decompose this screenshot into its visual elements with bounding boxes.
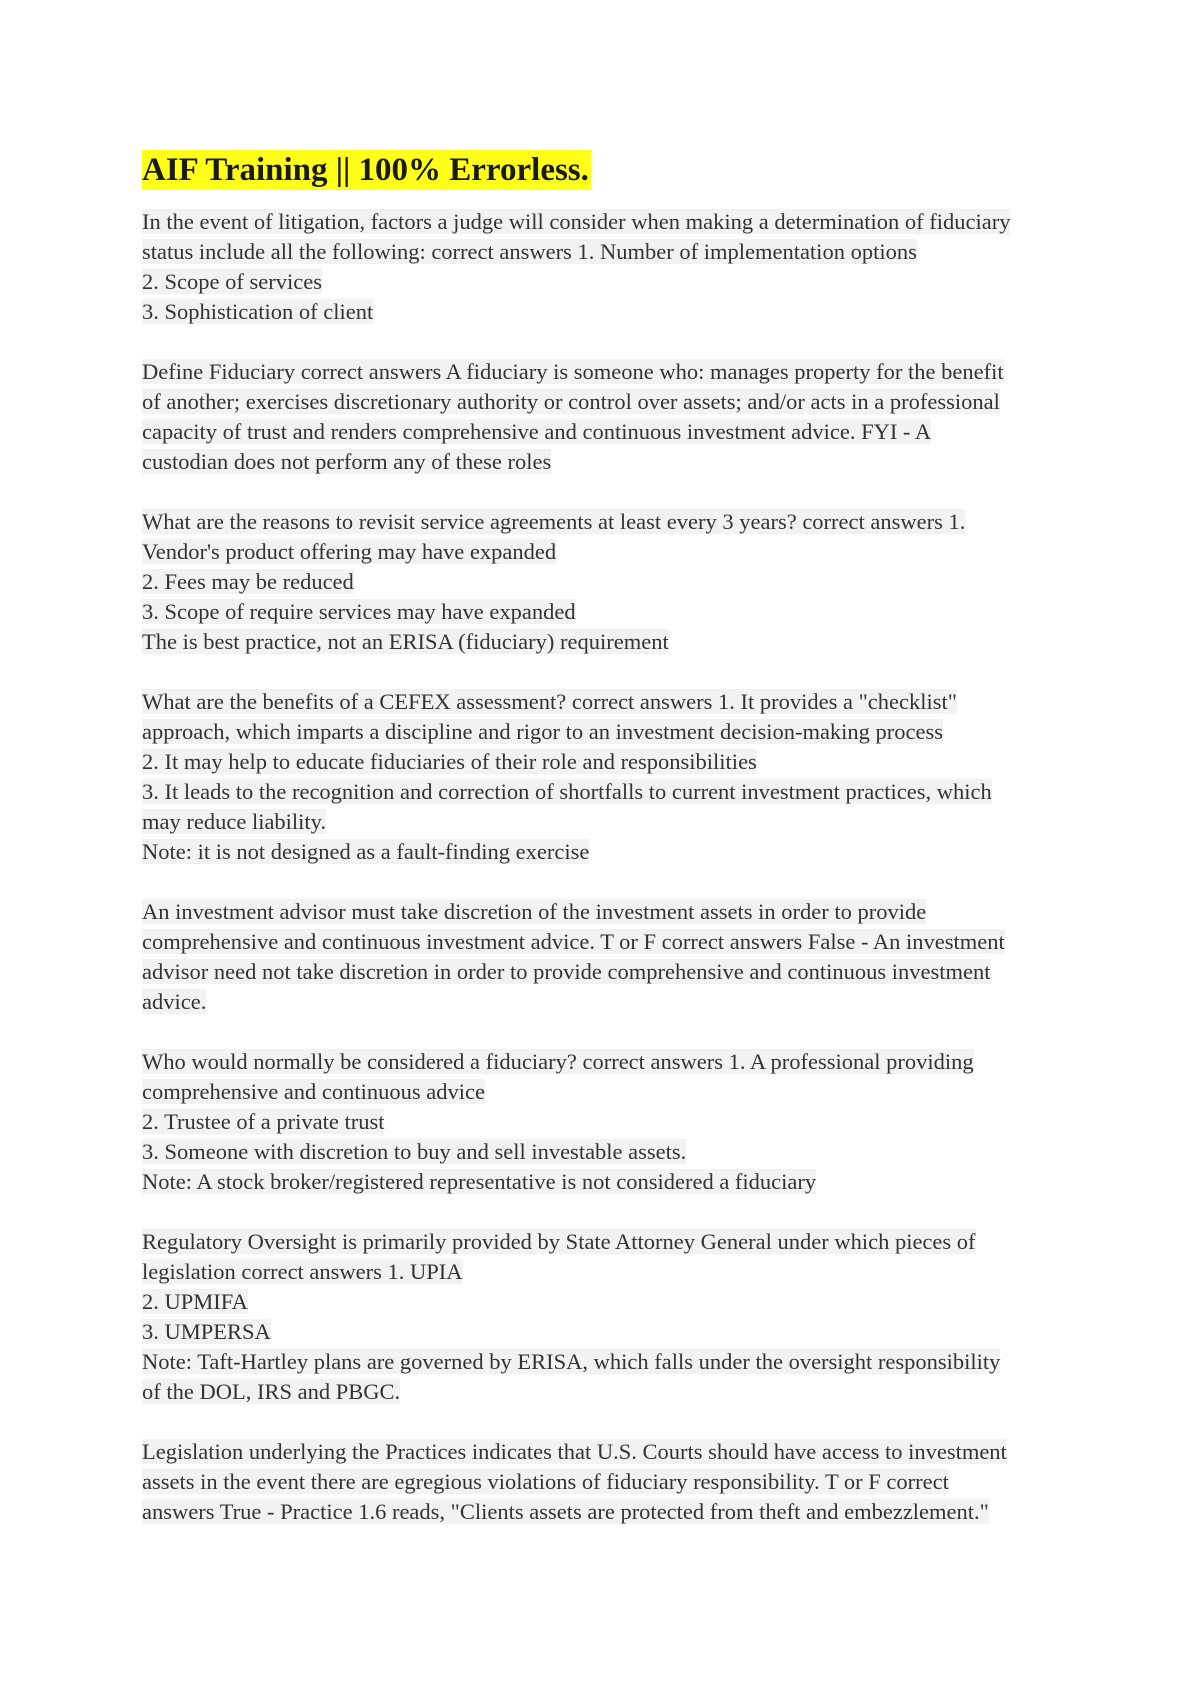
qa-line-text: Regulatory Oversight is primarily provided by State Attorney General under which pieces of: [142, 1229, 976, 1254]
qa-line: [142, 567, 1064, 597]
qa-line-text: 2. Trustee of a private trust: [142, 1109, 385, 1134]
qa-line: [142, 1347, 1064, 1377]
qa-line-text: comprehensive and continuous investment advice. T or F correct answers False - An investment: [142, 929, 1005, 954]
qa-line: [142, 807, 1064, 837]
qa-line: [142, 897, 1064, 927]
qa-line-text: Legislation underlying the Practices indicates that U.S. Courts should have access to investment: [142, 1439, 1007, 1464]
qa-line-text: approach, which imparts a discipline and rigor to an investment decision-making process: [142, 719, 944, 744]
qa-line-text: answers True - Practice 1.6 reads, "Clients assets are protected from theft and embezzlement.": [142, 1499, 989, 1524]
qa-line: [142, 1437, 1064, 1467]
qa-line-text: 2. Fees may be reduced: [142, 569, 354, 594]
qa-line-text: 3. UMPERSA: [142, 1319, 271, 1344]
qa-line: [142, 1497, 1064, 1527]
qa-line-text: An investment advisor must take discretion of the investment assets in order to provide: [142, 899, 927, 924]
qa-line: [142, 717, 1064, 747]
qa-line: [142, 357, 1064, 387]
qa-line: [142, 207, 1064, 237]
qa-line-text: Note: it is not designed as a fault-finding exercise: [142, 839, 590, 864]
qa-line: [142, 1137, 1064, 1167]
qa-line: [142, 1167, 1064, 1197]
qa-line: [142, 1467, 1064, 1497]
document-title: AIF Training || 100% Errorless.: [142, 152, 589, 188]
qa-line: [142, 297, 1064, 327]
qa-line: [142, 537, 1064, 567]
qa-line-text: advisor need not take discretion in order to provide comprehensive and continuous investment: [142, 959, 991, 984]
qa-line: [142, 417, 1064, 447]
qa-line-text: Define Fiduciary correct answers A fiduciary is someone who: manages property for the benefit: [142, 359, 1004, 384]
qa-entry: [142, 687, 1064, 867]
qa-line-text: Vendor's product offering may have expanded: [142, 539, 557, 564]
qa-line-text: 3. Someone with discretion to buy and sell investable assets.: [142, 1139, 687, 1164]
qa-line-text: capacity of trust and renders comprehensive and continuous investment advice. FYI - A: [142, 419, 932, 444]
qa-line-text: 3. Sophistication of client: [142, 299, 374, 324]
qa-line-text: 2. It may help to educate fiduciaries of their role and responsibilities: [142, 749, 757, 774]
qa-line: [142, 927, 1064, 957]
qa-line: [142, 1107, 1064, 1137]
qa-entry: [142, 507, 1064, 657]
qa-entry: [142, 1047, 1064, 1197]
qa-line-text: 2. UPMIFA: [142, 1289, 248, 1314]
qa-line-text: of the DOL, IRS and PBGC.: [142, 1379, 401, 1404]
qa-line: [142, 1377, 1064, 1407]
qa-line-text: 3. Scope of require services may have expanded: [142, 599, 576, 624]
qa-line-text: advice.: [142, 989, 207, 1014]
qa-line-text: assets in the event there are egregious violations of fiduciary responsibility. T or F correct: [142, 1469, 949, 1494]
qa-line: [142, 507, 1064, 537]
qa-line: [142, 987, 1064, 1017]
qa-entry: [142, 357, 1064, 477]
qa-line: [142, 237, 1064, 267]
document-page: [142, 150, 1064, 1557]
qa-line-text: comprehensive and continuous advice: [142, 1079, 486, 1104]
qa-line: [142, 267, 1064, 297]
qa-line: [142, 837, 1064, 867]
qa-line-text: 2. Scope of services: [142, 269, 322, 294]
qa-line: [142, 747, 1064, 777]
qa-entry: [142, 1227, 1064, 1407]
qa-entry: [142, 897, 1064, 1017]
qa-line-text: What are the benefits of a CEFEX assessment? correct answers 1. It provides a "checklist": [142, 689, 957, 714]
qa-line-text: status include all the following: correct answers 1. Number of implementation options: [142, 239, 917, 264]
qa-line: [142, 1047, 1064, 1077]
qa-line-text: of another; exercises discretionary authority or control over assets; and/or acts in a professional: [142, 389, 1000, 414]
qa-entry: [142, 207, 1064, 327]
qa-line: [142, 387, 1064, 417]
qa-line: [142, 1287, 1064, 1317]
qa-line: [142, 627, 1064, 657]
qa-line: [142, 447, 1064, 477]
qa-line-text: may reduce liability.: [142, 809, 327, 834]
qa-line-text: legislation correct answers 1. UPIA: [142, 1259, 463, 1284]
qa-line-text: Note: A stock broker/registered representative is not considered a fiduciary: [142, 1169, 817, 1194]
qa-entries: [142, 207, 1064, 1527]
qa-line-text: Who would normally be considered a fiduciary? correct answers 1. A professional providing: [142, 1049, 974, 1074]
qa-line: [142, 777, 1064, 807]
qa-line: [142, 1077, 1064, 1107]
qa-line: [142, 1227, 1064, 1257]
qa-line-text: What are the reasons to revisit service agreements at least every 3 years? correct answers 1.: [142, 509, 966, 534]
qa-line-text: custodian does not perform any of these roles: [142, 449, 552, 474]
qa-line: [142, 1257, 1064, 1287]
qa-line-text: In the event of litigation, factors a judge will consider when making a determination of fiduciary: [142, 209, 1011, 234]
qa-line: [142, 687, 1064, 717]
qa-line: [142, 1317, 1064, 1347]
qa-line-text: The is best practice, not an ERISA (fiduciary) requirement: [142, 629, 669, 654]
qa-line-text: 3. It leads to the recognition and correction of shortfalls to current investment practices, which: [142, 779, 992, 804]
qa-line-text: Note: Taft-Hartley plans are governed by ERISA, which falls under the oversight responsibility: [142, 1349, 1001, 1374]
qa-line: [142, 597, 1064, 627]
qa-entry: [142, 1437, 1064, 1527]
qa-line: [142, 957, 1064, 987]
